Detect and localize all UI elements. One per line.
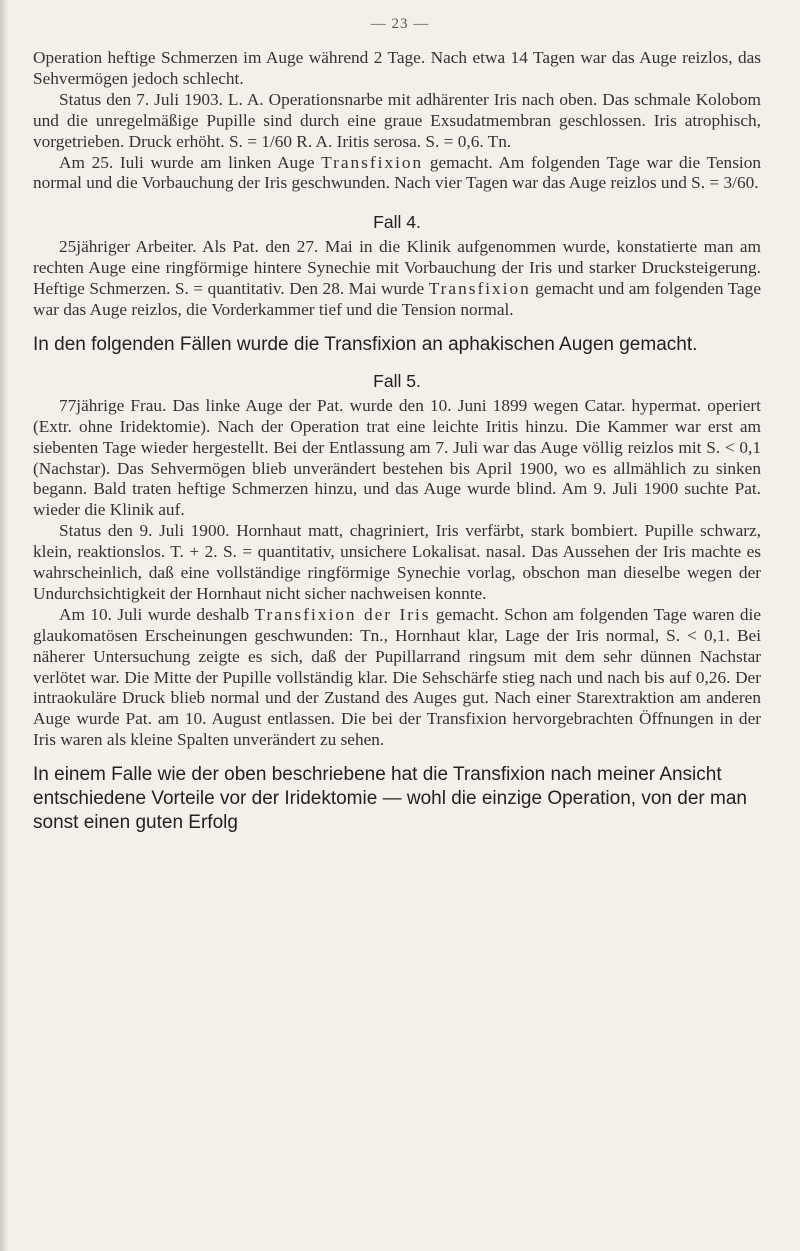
document-body [33, 48, 761, 835]
paragraph-continuation: Operation heftige Schmerzen im Auge während 2 Tage. Nach etwa 14 Tagen war das Auge reizlos, das Sehvermögen jedoch schlecht. [33, 48, 761, 88]
page-edge-shadow [0, 0, 9, 1251]
text-run: gemacht. Am folgenden Tage war die Tension normal und die Vorbauchung der Iris geschwunden. Nach vier Tagen war das Auge reizlos und S. = 3/60. [33, 152, 761, 193]
emphasis-transfixion: Transfixion [321, 152, 424, 172]
paragraph-fall-5: 77jährige Frau. Das linke Auge der Pat. wurde den 10. Juni 1899 wegen Catar. hypermat. operiert (Extr. ohne Iridektomie). Nach der Operation trat eine leichte Iritis hinzu. Die Kammer war erst am siebenten Tage wieder hergestellt. Bei der Entlassung am 7. Juli war das Auge völlig reizlos mit S. < 0,1 (Nachstar). Das Sehvermögen blieb unverändert bestehen bis April 1900, wo es allmählich zu sinken begann. Bald traten heftige Schmerzen hinzu, und das Auge wurde blind. Am 9. Juli 1900 suchte Pat. wieder die Klinik auf. [33, 395, 761, 520]
text-run: Am 25. Iuli wurde am linken Auge [59, 152, 322, 172]
text-run: Am 10. Juli wurde deshalb [59, 604, 255, 624]
heading-fall-4: Fall 4. [373, 212, 421, 233]
paragraph-status-1900: Status den 9. Juli 1900. Hornhaut matt, chagriniert, Iris verfärbt, stark bombiert. Pupille schwarz, klein, reaktionslos. T. + 2. S. = quantitativ, unsichere Lokalisat. nasal. Das Aussehen der Iris machte es wahrscheinlich, daß eine vollständige ringförmige Synechie vorlag, obschon man dieselbe wegen der Undurchsichtigkeit der Hornhaut nicht sicher nachweisen konnte. [33, 521, 761, 603]
emphasis-transfixion: Transfixion [428, 279, 531, 299]
text-run: gemacht. Schon am folgenden Tage waren die glaukomatösen Erscheinungen geschwunden: Tn., Hornhaut klar, Lage der Iris normal, S. < 0,1. Bei näherer Untersuchung zeigte es sich, daß der Pupillarrand ringsum mit dem sehr dünnen Nachstar verlötet war. Die Mitte der Pupille vollständig klar. Die Sehschärfe stieg nach und nach bis auf 0,26. Der intraokuläre Druck blieb normal und der Zustand des Auges gut. Nach einer Starextraktion am anderen Auge wurde Pat. am 10. August entlassen. Die bei der Transfixion hervorgebrachten Öffnungen in der Iris waren als kleine Spalten unverändert zu sehen. [33, 604, 762, 750]
heading-fall-5: Fall 5. [373, 370, 421, 391]
paragraph-transfixion-iris [33, 605, 761, 751]
paragraph-status-1903: Status den 7. Juli 1903. L. A. Operationsnarbe mit adhärenter Iris nach oben. Das schmale Kolobom und die unregelmäßige Pupille sind durch eine graue Exsudatmembran geschlossen. Iris atrophisch, vorgetrieben. Druck erhöht. S. = 1/60 R. A. Iritis serosa. S. = 0,6. Tn. [33, 89, 761, 151]
text-run: 25jähriger Arbeiter. Als Pat. den 27. Mai in die Klinik aufgenommen wurde, konstatierte man am rechten Auge eine ringförmige hintere Synechie mit Vorbauchung der Iris und starker Drucksteigerung. Heftige Schmerzen. S. = quantitativ. Den 28. Mai wurde [33, 237, 761, 299]
text-run: gemacht und am folgenden Tage war das Auge reizlos, die Vorderkammer tief und die Tension normal. [33, 279, 761, 319]
paragraph-fall-4 [33, 237, 761, 321]
section-heading: In den folgenden Fällen wurde die Transfixion an aphakischen Augen gemacht. [33, 333, 698, 355]
closing-paragraph: In einem Falle wie der oben beschriebene hat die Transfixion nach meiner Ansicht entschiedene Vorteile vor der Iridektomie — wohl die einzige Operation, von der man sonst einen guten Erfolg [33, 764, 747, 834]
page-number: — 23 — [370, 16, 430, 32]
emphasis-transfixion-der-iris: Transfixion der Iris [254, 604, 431, 624]
paragraph-transfixion-july [33, 153, 761, 195]
